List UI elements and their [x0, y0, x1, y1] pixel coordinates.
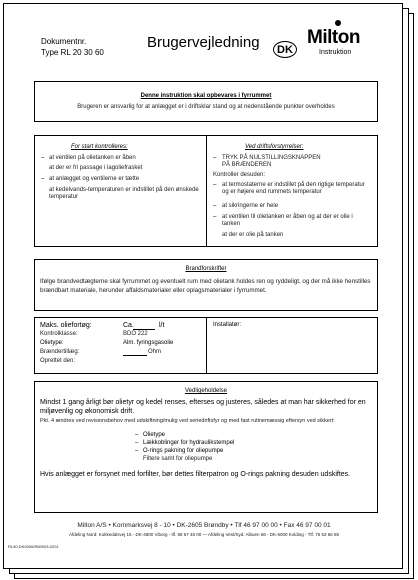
- spec-label-1: Kontrolklasse:: [40, 331, 78, 337]
- footer-address: Milton A/S • Kornmarksvej 8 - 10 • DK-2605 Brøndby • Tlf 46 97 00 00 • Fax 46 97 00 01: [77, 522, 331, 529]
- fire-box: [34, 259, 378, 311]
- dash: –: [213, 155, 217, 161]
- dash: –: [213, 214, 217, 220]
- footer-branches: Afdeling Nord: Kokkedalsvej 15 - DK-4800 Viborg - tlf. 86 67 48 00 — Afdeling Vest/Syd: Albuen 68 - DK-6000 Kolding - Tlf. 75 53 66 88: [69, 532, 339, 537]
- page-title: Brugervejledning: [147, 34, 260, 51]
- doc-label: Dokumentnr.: [41, 37, 87, 46]
- spec-label-2: Olietype:: [40, 340, 64, 346]
- maint-item-3: O-rings pakning for oliepumpe: [143, 448, 224, 454]
- right-item-1: TRYK PÅ NULSTILLINGSKNAPPEN PÅ BRÆNDEREN: [222, 155, 321, 168]
- spec-value-0: Ca.: [123, 322, 134, 329]
- start-check-heading: For start kontrolleres:: [71, 144, 128, 150]
- fire-text: Ifølge brandvedtægterne skal fyrrummet og eventuelt rum med olietank holdes ren og ryddeligt, og der må ikke henstilles brændbart materiale, herunder affaldsmaterialer eller oplagsmaterialer i fyrrummet.: [40, 278, 371, 294]
- spec-unit-3: Ohm: [148, 349, 162, 355]
- dash: –: [213, 203, 217, 209]
- logo-text: Milton: [307, 27, 360, 48]
- maintenance-box: [34, 381, 378, 513]
- logo-subtitle: Instruktion: [319, 49, 352, 56]
- maintenance-para-3: Hvis anlægget er forsynet med forfilter, bør dettes filterpatron og O-rings pakning desuden udskiftes.: [40, 471, 351, 478]
- spec-value-1: BDO 222: [123, 331, 148, 337]
- spec-value-2: Alm. fyringsgasolie: [123, 340, 174, 346]
- fault-heading: Ved driftsforstyrrelser:: [245, 144, 304, 150]
- dash: –: [41, 176, 45, 182]
- spec-label-4: Oprettet den:: [40, 358, 76, 364]
- notice-heading: Denne instruktion skal opbevares i fyrrummet: [140, 93, 272, 99]
- front-sheet: [3, 3, 403, 569]
- maint-item-4: Filtere samt for oliepumpe: [143, 456, 213, 462]
- dash: –: [135, 440, 139, 446]
- notice-text: Brugeren er ansvarlig for at anlægget er i driftsklar stand og at nedenstående punkter overholdes: [77, 104, 335, 110]
- doc-code: RL90-DK0006/R80003-0201: [8, 544, 59, 549]
- maint-item-1: Olietype: [143, 432, 166, 438]
- right-item-2: Kontroller desuden:: [213, 172, 266, 178]
- installer-label: Installatør:: [213, 322, 242, 328]
- dash: –: [135, 432, 139, 438]
- checks-box: [34, 135, 378, 247]
- milton-logo: [307, 20, 387, 62]
- fire-heading: Brandforskrifter: [185, 266, 227, 272]
- maintenance-para-2: Pkt. 4 ændres ved revisionsbehov med udskiftning/mulig ved seriedriftsfyr og med fast rutinemæssig eftersyn ved sikkert:: [40, 418, 335, 424]
- dash: –: [213, 182, 217, 188]
- right-item-6: at der er olie på tanken: [222, 232, 284, 238]
- spec-label-3: Brændertillæg:: [40, 349, 80, 355]
- left-item-2: at der er fri passage i lagoliefrasket: [49, 165, 143, 171]
- spec-unit-0: l/t: [159, 322, 165, 329]
- dash: –: [135, 448, 139, 454]
- notice-box: [34, 81, 378, 122]
- maintenance-heading: Vedligeholdelse: [184, 388, 228, 394]
- spec-label-0: Maks. oliefortøg:: [40, 322, 92, 329]
- maintenance-para-1: Mindst 1 gang årligt bør olietyr og kedel renses, efterses og justeres, således at man har sikkerhed for en miljøvenlig og økonomisk drift.: [40, 399, 366, 415]
- maint-item-2: Lækkoblinger for hydraulikstempel: [143, 440, 235, 446]
- right-item-3: at termostaterne er indstillet på den rigtige temperatur og er højere end rummets temperatur: [222, 182, 365, 195]
- left-item-4: at kedelvands-temperaturen er indstillet på den ønskede temperatur: [49, 187, 199, 200]
- left-item-3: at anlægget og ventilerne er tætte: [49, 176, 140, 182]
- dash: –: [41, 155, 45, 161]
- type-label: Type RL 20 30 60: [41, 48, 104, 57]
- right-item-4: at sikringerne er hele: [222, 203, 279, 209]
- left-item-1: at ventilen på olietanken er åben: [49, 155, 136, 161]
- spec-box: [34, 317, 378, 374]
- language-badge: DK: [273, 41, 297, 58]
- right-item-5: at ventilen til olietanken er åben og at der er olie i tanken: [222, 214, 353, 227]
